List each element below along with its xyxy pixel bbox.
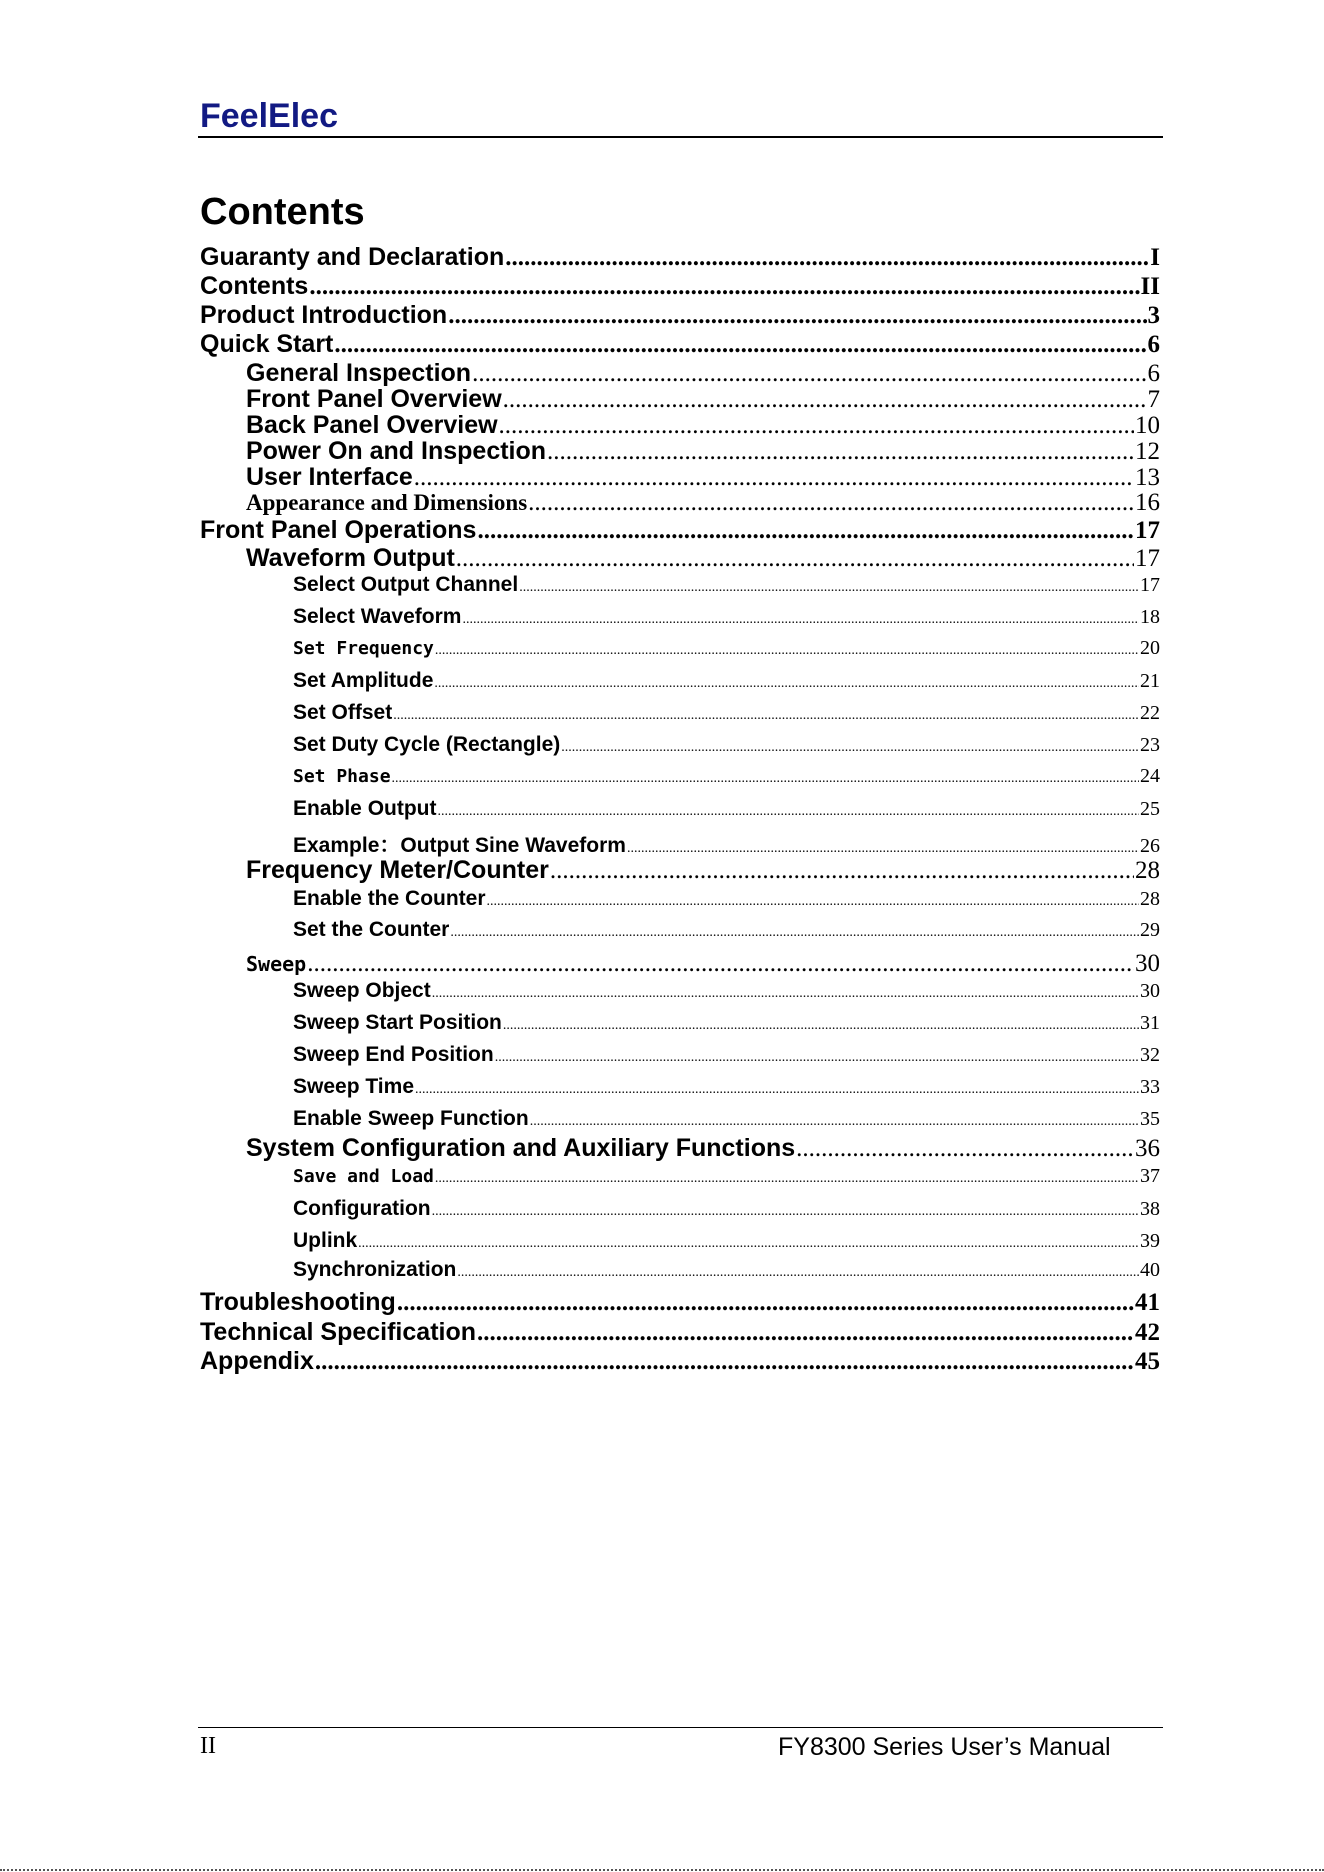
- toc-entry-page: 17: [1140, 574, 1160, 596]
- toc-dot-leader: [307, 950, 1134, 978]
- toc-entry[interactable]: [293, 701, 1160, 729]
- toc-entry-page: 40: [1140, 1259, 1160, 1281]
- toc-entry[interactable]: [293, 979, 1160, 1007]
- toc-entry-title: Sweep: [246, 952, 307, 976]
- toc-entry-title: User Interface: [246, 463, 413, 491]
- toc-dot-leader: [434, 676, 1139, 692]
- toc-entry-page: 29: [1140, 919, 1160, 941]
- toc-entry-page: 22: [1140, 702, 1160, 724]
- toc-dot-leader: [415, 1082, 1139, 1098]
- toc-entry-page: 33: [1140, 1076, 1160, 1098]
- toc-entry-page: 30: [1135, 950, 1160, 977]
- footer-manual-title: FY8300 Series User’s Manual: [778, 1733, 1111, 1761]
- toc-entry-page: 10: [1135, 412, 1160, 439]
- toc-entry-page: 20: [1140, 637, 1160, 659]
- toc-entry-title: Power On and Inspection: [246, 437, 547, 465]
- toc-entry[interactable]: [200, 1347, 1160, 1379]
- toc-entry-title: General Inspection: [246, 359, 472, 387]
- toc-entry[interactable]: [293, 637, 1160, 665]
- toc-entry-page: 16: [1135, 489, 1160, 516]
- toc-dot-leader: [435, 1171, 1139, 1187]
- toc-entry-title: Front Panel Operations: [200, 516, 477, 544]
- toc-dot-leader: [450, 925, 1139, 941]
- toc-dot-leader: [505, 244, 1149, 272]
- toc-entry[interactable]: [293, 1011, 1160, 1039]
- toc-dot-leader: [309, 273, 1139, 301]
- toc-entry-page: 6: [1147, 331, 1160, 358]
- toc-entry-title: Set Phase: [293, 766, 391, 787]
- toc-entry[interactable]: [293, 1258, 1160, 1286]
- footer-divider: [198, 1727, 1163, 1728]
- toc-entry-title: Sweep Time: [293, 1075, 414, 1098]
- toc-entry-page: 35: [1140, 1108, 1160, 1130]
- toc-dot-leader: [393, 708, 1139, 724]
- toc-dot-leader: [495, 1050, 1139, 1066]
- toc-entry[interactable]: [200, 243, 1160, 275]
- toc-dot-leader: [547, 438, 1134, 466]
- toc-entry-page: 17: [1135, 545, 1160, 572]
- toc-entry-title: Example：Output Sine Waveform: [293, 834, 626, 857]
- toc-entry[interactable]: [293, 733, 1160, 761]
- toc-entry-page: 7: [1147, 386, 1160, 413]
- toc-entry[interactable]: [293, 797, 1160, 825]
- toc-entry-title: Configuration: [293, 1197, 431, 1220]
- toc-entry-title: Back Panel Overview: [246, 411, 498, 439]
- toc-dot-leader: [414, 464, 1134, 492]
- toc-entry-title: Frequency Meter/Counter: [246, 856, 549, 884]
- toc-dot-leader: [397, 1289, 1134, 1317]
- toc-entry-page: 23: [1140, 734, 1160, 756]
- toc-entry-page: 39: [1140, 1230, 1160, 1252]
- toc-entry-title: Sweep Object: [293, 979, 431, 1002]
- toc-entry-title: Appendix: [200, 1347, 314, 1375]
- toc-entry-page: 25: [1140, 798, 1160, 820]
- toc-entry-title: Sweep Start Position: [293, 1011, 502, 1034]
- toc-entry[interactable]: [293, 829, 1160, 857]
- toc-dot-leader: [432, 986, 1139, 1002]
- toc-entry-page: 31: [1140, 1012, 1160, 1034]
- toc-entry-page: 28: [1140, 888, 1160, 910]
- toc-dot-leader: [432, 1204, 1139, 1220]
- toc-entry[interactable]: [293, 1229, 1160, 1257]
- page-edge-divider: [0, 1869, 1324, 1871]
- toc-entry-page: 21: [1140, 670, 1160, 692]
- toc-entry-title: Select Output Channel: [293, 573, 519, 596]
- toc-entry-title: Waveform Output: [246, 544, 455, 572]
- toc-entry-page: 32: [1140, 1044, 1160, 1066]
- toc-entry-title: Sweep End Position: [293, 1043, 494, 1066]
- footer-page-number: II: [200, 1733, 216, 1759]
- header-brand: FeelElec: [200, 97, 338, 135]
- toc-dot-leader: [315, 1348, 1134, 1376]
- toc-entry-title: Troubleshooting: [200, 1288, 396, 1316]
- toc-entry-title: Technical Specification: [200, 1318, 477, 1346]
- toc-entry-title: Front Panel Overview: [246, 385, 502, 413]
- toc-dot-leader: [462, 612, 1139, 628]
- toc-entry-title: Set the Counter: [293, 918, 450, 941]
- toc-entry-title: System Configuration and Auxiliary Functions: [246, 1134, 796, 1162]
- toc-entry[interactable]: [293, 918, 1160, 946]
- toc-dot-leader: [334, 331, 1146, 359]
- toc-entry-title: Product Introduction: [200, 301, 448, 329]
- toc-entry-page: 36: [1135, 1135, 1160, 1162]
- toc-dot-leader: [627, 841, 1139, 857]
- toc-dot-leader: [438, 804, 1140, 820]
- toc-entry-page: 18: [1140, 606, 1160, 628]
- toc-entry-title: Save and Load: [293, 1166, 434, 1187]
- toc-entry[interactable]: [293, 1043, 1160, 1071]
- toc-entry-page: 37: [1140, 1165, 1160, 1187]
- toc-entry-title: Select Waveform: [293, 605, 462, 628]
- toc-dot-leader: [550, 857, 1134, 885]
- toc-entry-title: Set Frequency: [293, 638, 434, 659]
- toc-entry[interactable]: [293, 1075, 1160, 1103]
- toc-entry-page: 12: [1135, 438, 1160, 465]
- toc-entry-page: 13: [1135, 464, 1160, 491]
- toc-dot-leader: [519, 580, 1139, 596]
- toc-entry-page: II: [1140, 273, 1160, 300]
- toc-entry[interactable]: [246, 856, 1160, 886]
- toc-entry[interactable]: [293, 669, 1160, 697]
- toc-dot-leader: [503, 1018, 1139, 1034]
- toc-entry-title: Uplink: [293, 1229, 358, 1252]
- toc-entry-title: Set Amplitude: [293, 669, 434, 692]
- toc-dot-leader: [457, 1265, 1139, 1281]
- toc-dot-leader: [477, 517, 1134, 545]
- toc-entry[interactable]: [246, 950, 1160, 980]
- toc-entry-title: Guaranty and Declaration: [200, 243, 505, 271]
- toc-dot-leader: [528, 489, 1134, 517]
- toc-dot-leader: [499, 412, 1134, 440]
- toc-dot-leader: [796, 1135, 1134, 1163]
- toc-dot-leader: [530, 1114, 1139, 1130]
- toc-entry-title: Appearance and Dimensions: [246, 490, 528, 515]
- toc-entry-page: 3: [1147, 302, 1160, 329]
- toc-entry-page: I: [1150, 244, 1160, 271]
- toc-entry[interactable]: [200, 1318, 1160, 1350]
- toc-entry[interactable]: [246, 1134, 1160, 1164]
- toc-dot-leader: [392, 771, 1139, 787]
- toc-dot-leader: [472, 360, 1146, 388]
- toc-dot-leader: [487, 894, 1139, 910]
- page-title: Contents: [200, 191, 365, 233]
- toc-entry[interactable]: [200, 330, 1160, 362]
- toc-entry-page: 6: [1147, 360, 1160, 387]
- toc-dot-leader: [358, 1236, 1139, 1252]
- toc-entry[interactable]: [246, 544, 1160, 574]
- toc-dot-leader: [456, 545, 1134, 573]
- toc-entry[interactable]: [293, 1197, 1160, 1225]
- toc-entry[interactable]: [293, 573, 1160, 601]
- toc-dot-leader: [561, 740, 1139, 756]
- toc-entry-page: 38: [1140, 1198, 1160, 1220]
- toc-dot-leader: [477, 1319, 1134, 1347]
- toc-entry[interactable]: [293, 887, 1160, 915]
- toc-entry-title: Synchronization: [293, 1258, 457, 1281]
- toc-dot-leader: [503, 386, 1147, 414]
- toc-entry-page: 45: [1135, 1348, 1160, 1375]
- toc-dot-leader: [435, 643, 1139, 659]
- toc-dot-leader: [448, 302, 1146, 330]
- toc-entry[interactable]: [293, 605, 1160, 633]
- toc-entry[interactable]: [200, 272, 1160, 304]
- toc-entry-page: 24: [1140, 765, 1160, 787]
- toc-entry-title: Enable Sweep Function: [293, 1107, 529, 1130]
- toc-entry-title: Enable Output: [293, 797, 437, 820]
- toc-entry[interactable]: [200, 301, 1160, 333]
- toc-entry-page: 41: [1135, 1289, 1160, 1316]
- toc-entry[interactable]: [293, 1165, 1160, 1193]
- toc-entry[interactable]: [293, 1107, 1160, 1135]
- toc-entry-page: 30: [1140, 980, 1160, 1002]
- toc-entry[interactable]: [200, 1288, 1160, 1320]
- toc-entry-page: 26: [1140, 835, 1160, 857]
- toc-entry-title: Quick Start: [200, 330, 334, 358]
- toc-entry[interactable]: [246, 489, 1160, 519]
- toc-entry-page: 17: [1135, 517, 1160, 544]
- toc-entry-title: Set Duty Cycle (Rectangle): [293, 733, 561, 756]
- toc-entry-title: Set Offset: [293, 701, 393, 724]
- toc-entry[interactable]: [293, 765, 1160, 793]
- toc-entry-page: 28: [1135, 857, 1160, 884]
- toc-entry-title: Contents: [200, 272, 309, 300]
- toc-entry-page: 42: [1135, 1319, 1160, 1346]
- toc-entry-title: Enable the Counter: [293, 887, 486, 910]
